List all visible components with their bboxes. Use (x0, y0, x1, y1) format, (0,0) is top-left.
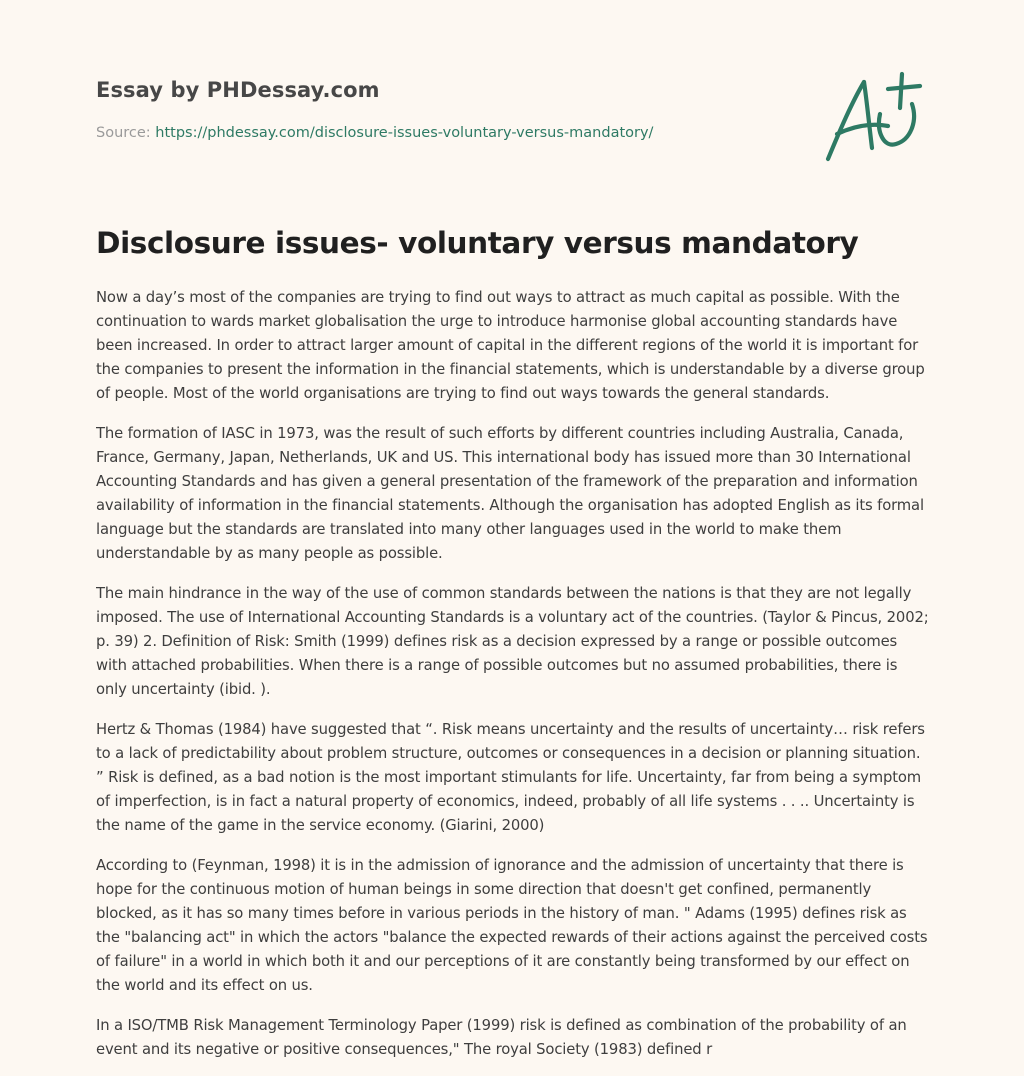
essay-paragraph: Hertz & Thomas (1984) have suggested that “. Risk means uncertainty and the results of uncertainty… risk refers to a lack of predictability about problem structure, outcomes or consequences in a decision or planning situation. ” Risk is defined, as a bad notion is the most important stimulants for life. Uncertainty, far from being a symptom of imperfection, is in fact a natural property of economics, indeed, probably of all life systems . . .. Uncertainty is the name of the game in the service economy. (Giarini, 2000) (96, 721, 925, 834)
a-plus-logo-icon (822, 68, 928, 166)
source-line (96, 125, 653, 141)
site-title: Essay by PHDessay.com (96, 78, 380, 102)
essay-paragraph: The main hindrance in the way of the use of common standards between the nations is that they are not legally imposed. The use of International Accounting Standards is a voluntary act of the countries. (Taylor & Pincus, 2002; p. 39) 2. Definition of Risk: Smith (1999) defines risk as a decision expressed by a range or possible outcomes with attached probabilities. When there is a range of possible outcomes but no assumed probabilities, there is only uncertainty (ibid. ). (96, 585, 929, 698)
essay-paragraph: The formation of IASC in 1973, was the result of such efforts by different countries including Australia, Canada, France, Germany, Japan, Netherlands, UK and US. This international body has issued more than 30 International Accounting Standards and has given a general presentation of the framework of the preparation and information availability of information in the financial statements. Although the organisation has adopted English as its formal language but the standards are translated into many other languages used in the world to make them understandable by as many people as possible. (96, 425, 924, 562)
essay-title: Disclosure issues- voluntary versus mandatory (96, 226, 859, 260)
essay-paragraph: In a ISO/TMB Risk Management Terminology Paper (1999) risk is defined as combination of the probability of an event and its negative or positive consequences," The royal Society (1983) defined r (96, 1017, 907, 1058)
essay-paragraph: Now a day’s most of the companies are trying to find out ways to attract as much capital as possible. With the continuation to wards market globalisation the urge to introduce harmonise global accounting standards have been increased. In order to attract larger amount of capital in the different regions of the world it is important for the companies to present the information in the financial statements, which is understandable by a diverse group of people. Most of the world organisations are trying to find out ways towards the general standards. (96, 289, 925, 402)
essay-paragraph: According to (Feynman, 1998) it is in the admission of ignorance and the admission of uncertainty that there is hope for the continuous motion of human beings in some direction that doesn't get confined, permanently blocked, as it has so many times before in various periods in the history of man. " Adams (1995) defines risk as the "balancing act" in which the actors "balance the expected rewards of their actions against the perceived costs of failure" in a world in which both it and our perceptions of it are constantly being transformed by our effect on the world and its effect on us. (96, 857, 928, 994)
source-link[interactable]: https://phdessay.com/disclosure-issues-voluntary-versus-mandatory/ (155, 125, 654, 141)
essay-page (96, 0, 932, 1076)
source-label: Source: (96, 125, 151, 141)
essay-body (96, 286, 932, 1076)
